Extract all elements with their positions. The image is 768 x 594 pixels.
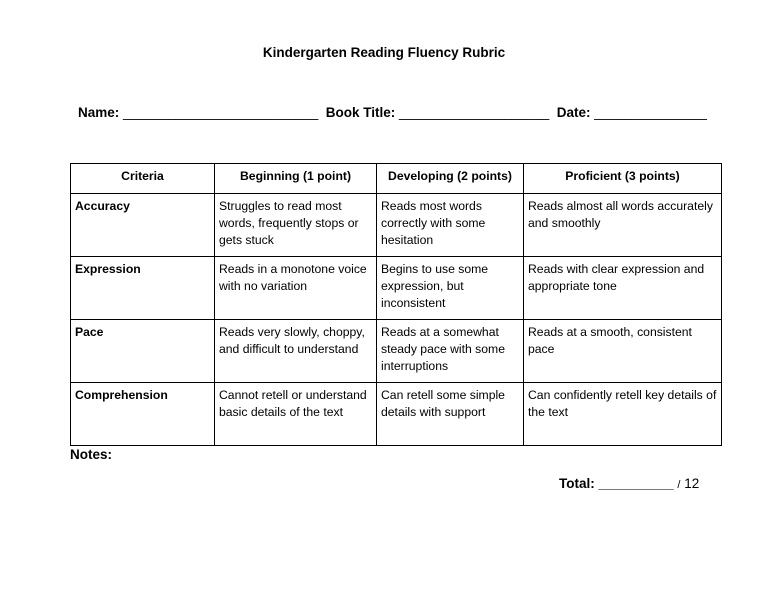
total-label: Total:	[559, 476, 595, 491]
header-beginning: Beginning (1 point)	[215, 164, 377, 194]
proficient-cell: Reads with clear expression and appropriate tone	[524, 257, 722, 320]
header-developing: Developing (2 points)	[377, 164, 524, 194]
header-row	[71, 164, 722, 194]
proficient-cell: Reads at a smooth, consistent pace	[524, 320, 722, 383]
table-row	[71, 383, 722, 446]
name-label: Name:	[78, 105, 120, 120]
book-title-field: ____________________	[399, 105, 550, 120]
header-proficient: Proficient (3 points)	[524, 164, 722, 194]
table-row	[71, 194, 722, 257]
date-label: Date:	[556, 105, 591, 120]
date-field: _______________	[594, 105, 707, 120]
student-info-line	[78, 105, 707, 120]
beginning-cell: Reads very slowly, choppy, and difficult to understand	[215, 320, 377, 383]
table-row	[71, 320, 722, 383]
document-title: Kindergarten Reading Fluency Rubric	[262, 45, 506, 60]
total-max: 12	[684, 476, 700, 491]
criterion-cell: Pace	[71, 320, 215, 383]
total-field: __________	[598, 476, 674, 491]
criterion-cell: Comprehension	[71, 383, 215, 446]
rubric-table	[70, 163, 722, 446]
developing-cell: Reads at a somewhat steady pace with some interruptions	[377, 320, 524, 383]
book-title-label: Book Title:	[325, 105, 396, 120]
header-criteria: Criteria	[71, 164, 215, 194]
beginning-cell: Reads in a monotone voice with no variation	[215, 257, 377, 320]
notes-label: Notes:	[70, 447, 113, 462]
beginning-cell: Struggles to read most words, frequently stops or gets stuck	[215, 194, 377, 257]
proficient-cell: Reads almost all words accurately and smoothly	[524, 194, 722, 257]
table-row	[71, 257, 722, 320]
total-slash: /	[677, 479, 681, 491]
developing-cell: Begins to use some expression, but inconsistent	[377, 257, 524, 320]
total-line	[559, 476, 699, 491]
proficient-cell: Can confidently retell key details of the text	[524, 383, 722, 446]
name-field: __________________________	[123, 105, 319, 120]
beginning-cell: Cannot retell or understand basic details of the text	[215, 383, 377, 446]
developing-cell: Reads most words correctly with some hesitation	[377, 194, 524, 257]
developing-cell: Can retell some simple details with support	[377, 383, 524, 446]
criterion-cell: Accuracy	[71, 194, 215, 257]
criterion-cell: Expression	[71, 257, 215, 320]
